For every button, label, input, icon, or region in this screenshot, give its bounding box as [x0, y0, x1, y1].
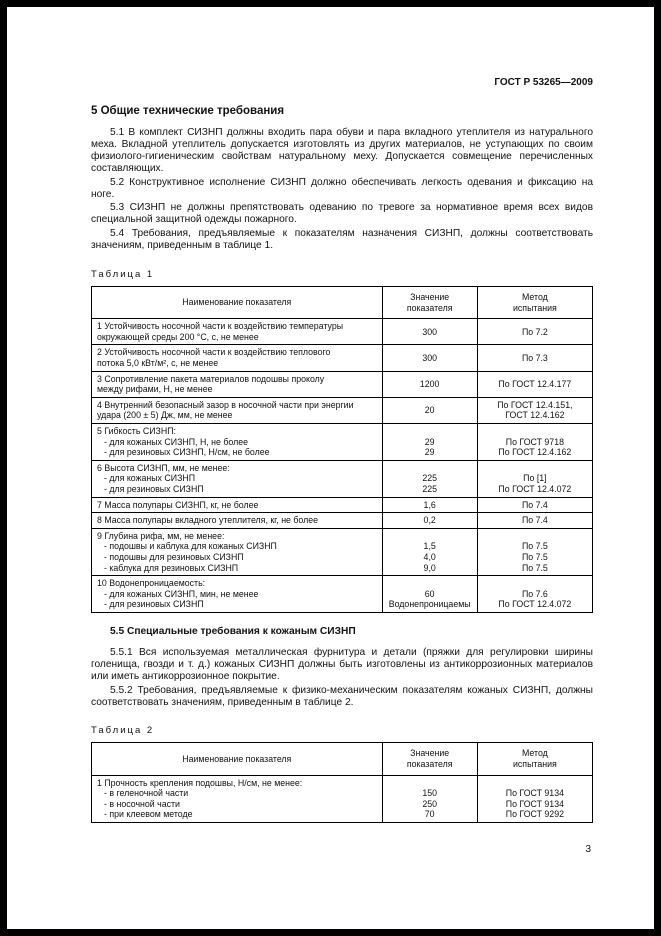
cell-line: 300: [422, 352, 438, 363]
table-row: [92, 497, 593, 513]
column-header: [382, 287, 477, 319]
cell-line: удара (200 ± 5) Дж, мм, не менее: [97, 410, 233, 421]
cell-value: [382, 319, 477, 345]
section-5-5-heading: 5.5 Специальные требования к кожаным СИЗНП: [110, 625, 356, 637]
cell-line: [388, 463, 472, 474]
cell-value: [382, 345, 477, 371]
header-line: показателя: [406, 759, 453, 770]
column-header: [92, 287, 383, 319]
document-code: ГОСТ Р 53265—2009: [494, 77, 593, 88]
cell-line: [483, 578, 587, 589]
cell-line: - для кожаных СИЗНП: [104, 473, 196, 484]
cell-line: 225: [422, 473, 438, 484]
cell-line: 20: [424, 405, 435, 416]
cell-name: [92, 371, 383, 397]
cell-line: окружающей среды 200 °С, с, не менее: [97, 331, 259, 342]
cell-line: По ГОСТ 12.4.072: [498, 483, 572, 494]
cell-line: - для резиновых СИЗНП: [104, 483, 204, 494]
cell-method: [477, 319, 592, 345]
cell-name: [92, 345, 383, 371]
cell-line: 6 Высота СИЗНП, мм, не менее:: [97, 462, 230, 473]
cell-line: - для кожаных СИЗНП, Н, не более: [104, 436, 249, 447]
cell-method: [477, 424, 592, 461]
cell-line: По ГОСТ 12.4.151,: [497, 399, 573, 410]
cell-line: По 7.4: [521, 499, 548, 510]
cell-line: [388, 531, 472, 542]
cell-line: По ГОСТ 9134: [505, 798, 564, 809]
paragraph-5-5-2: 5.5.2 Требования, предъявляемые к физико-механическим показателям кожаных СИЗНП, должны соответствовать значениям, приведенным в таблице 2.: [91, 684, 593, 708]
cell-value: [382, 513, 477, 529]
cell-name: [92, 319, 383, 345]
column-header: [477, 743, 592, 775]
cell-line: 29: [424, 436, 435, 447]
cell-value: [382, 497, 477, 513]
cell-line: - подошвы и каблука для кожаных СИЗНП: [104, 541, 277, 552]
cell-line: 8 Масса полупары вкладного утеплителя, кг, не более: [97, 515, 319, 526]
header-line: Метод: [521, 748, 548, 759]
cell-line: По 7.5: [521, 562, 548, 573]
table-header-row: [92, 287, 593, 319]
cell-line: [483, 531, 587, 542]
cell-line: 4 Внутренний безопасный зазор в носочной части при энергии: [97, 399, 354, 410]
cell-line: [483, 778, 587, 789]
page-content: [7, 7, 654, 823]
cell-value: [382, 775, 477, 822]
cell-method: [477, 397, 592, 423]
cell-line: 1 Прочность крепления подошвы, Н/см, не менее:: [97, 777, 303, 788]
cell-line: 150: [422, 788, 438, 799]
cell-line: - для резиновых СИЗНП, Н/см, не более: [104, 447, 270, 458]
column-header: [382, 743, 477, 775]
requirements-table-1: [91, 286, 593, 613]
cell-value: [382, 460, 477, 497]
cell-method: [477, 775, 592, 822]
cell-line: 1 Устойчивость носочной части к воздействию температуры: [97, 321, 344, 332]
header-line: Наименование показателя: [182, 297, 292, 308]
cell-line: ГОСТ 12.4.162: [505, 410, 565, 421]
paragraph-5-2: 5.2 Конструктивное исполнение СИЗНП должно обеспечивать легкость одевания и фиксацию на ноге.: [91, 176, 593, 200]
table-row: [92, 345, 593, 371]
cell-name: [92, 528, 383, 575]
cell-method: [477, 528, 592, 575]
cell-line: [388, 578, 472, 589]
cell-line: - при клеевом методе: [104, 809, 193, 820]
header-line: испытания: [513, 302, 557, 313]
cell-line: 4,0: [423, 551, 436, 562]
cell-line: По ГОСТ 9134: [505, 788, 564, 799]
cell-line: [483, 463, 587, 474]
column-header: [477, 287, 592, 319]
requirements-table-2: [91, 742, 593, 823]
cell-line: По ГОСТ 9292: [505, 809, 564, 820]
cell-method: [477, 576, 592, 613]
cell-line: По 7.2: [521, 326, 548, 337]
cell-line: 29: [424, 447, 435, 458]
cell-line: 9 Глубина рифа, мм, не менее:: [97, 530, 225, 541]
cell-line: По 7.3: [521, 352, 548, 363]
cell-line: 1200: [419, 378, 440, 389]
cell-line: По ГОСТ 9718: [505, 436, 564, 447]
cell-line: потока 5,0 кВт/м², с, не менее: [97, 358, 219, 369]
cell-method: [477, 513, 592, 529]
cell-value: [382, 576, 477, 613]
cell-line: - для кожаных СИЗНП, мин, не менее: [104, 588, 259, 599]
table-row: [92, 319, 593, 345]
column-header: [92, 743, 383, 775]
cell-line: 1,5: [423, 541, 436, 552]
cell-line: - для резиновых СИЗНП: [104, 599, 204, 610]
cell-name: [92, 397, 383, 423]
cell-method: [477, 497, 592, 513]
cell-line: между рифами, Н, не менее: [97, 384, 213, 395]
cell-line: 250: [422, 798, 438, 809]
cell-line: - в геленочной части: [104, 788, 189, 799]
table-row: [92, 371, 593, 397]
header-line: Метод: [521, 292, 548, 303]
cell-line: По ГОСТ 12.4.072: [498, 599, 572, 610]
cell-method: [477, 371, 592, 397]
cell-line: [388, 778, 472, 789]
table-header-row: [92, 743, 593, 775]
cell-line: По 7.6: [521, 588, 548, 599]
cell-name: [92, 424, 383, 461]
cell-line: 300: [422, 326, 438, 337]
paragraph-5-1: 5.1 В комплект СИЗНП должны входить пара обуви и пара вкладного утеплителя из натурального меха. Вкладной утеплитель допускается изготовлять из других материалов, не уступающих по своим физиолого-гигиеническим свойствам натуральному меху. Допускается совмещение перечисленных составляющих.: [91, 127, 593, 174]
cell-name: [92, 460, 383, 497]
cell-line: 70: [424, 809, 435, 820]
cell-value: [382, 424, 477, 461]
cell-line: По 7.5: [521, 551, 548, 562]
cell-line: 60: [424, 588, 435, 599]
cell-method: [477, 345, 592, 371]
cell-name: [92, 576, 383, 613]
header-line: испытания: [513, 759, 557, 770]
cell-line: По 7.5: [521, 541, 548, 552]
paragraph-5-5-1: 5.5.1 Вся используемая металлическая фурнитура и детали (пряжки для регулировки ширины голенища, гвозди и т. д.) кожаных СИЗНП должны быть изготовлены из антикоррозионных материалов или иметь антикоррозионное покрытие.: [91, 646, 593, 682]
cell-name: [92, 513, 383, 529]
cell-method: [477, 460, 592, 497]
cell-line: [388, 426, 472, 437]
table-row: [92, 775, 593, 822]
header-line: Значение: [410, 292, 450, 303]
table-row: [92, 460, 593, 497]
table-row: [92, 576, 593, 613]
table-row: [92, 513, 593, 529]
cell-line: - каблука для резиновых СИЗНП: [104, 562, 239, 573]
page-number: 3: [585, 844, 591, 855]
header-line: показателя: [406, 302, 453, 313]
table-row: [92, 424, 593, 461]
cell-line: - подошвы для резиновых СИЗНП: [104, 551, 244, 562]
cell-value: [382, 371, 477, 397]
header-line: Значение: [410, 748, 450, 759]
table-2-caption: Таблица 2: [91, 725, 155, 737]
cell-line: По ГОСТ 12.4.177: [498, 378, 572, 389]
cell-line: По 7.4: [521, 515, 548, 526]
cell-line: 225: [422, 483, 438, 494]
cell-line: 2 Устойчивость носочной части к воздействию теплового: [97, 347, 331, 358]
cell-name: [92, 497, 383, 513]
cell-line: По ГОСТ 12.4.162: [498, 447, 572, 458]
cell-line: Водонепроницаемы: [388, 599, 471, 610]
table-row: [92, 528, 593, 575]
paragraph-5-4: 5.4 Требования, предъявляемые к показателям назначения СИЗНП, должны соответствовать значениям, приведенным в таблице 1.: [91, 228, 593, 252]
cell-line: 3 Сопротивление пакета материалов подошвы проколу: [97, 373, 325, 384]
cell-line: - в носочной части: [104, 798, 180, 809]
header-line: Наименование показателя: [182, 753, 292, 764]
cell-line: 10 Водонепроницаемость:: [97, 578, 206, 589]
section-5-heading: 5 Общие технические требования: [91, 105, 285, 117]
cell-name: [92, 775, 383, 822]
cell-line: 7 Масса полупары СИЗНП, кг, не более: [97, 499, 259, 510]
cell-value: [382, 397, 477, 423]
cell-value: [382, 528, 477, 575]
cell-line: 5 Гибкость СИЗНП:: [97, 426, 176, 436]
cell-line: По [1]: [523, 473, 547, 484]
cell-line: [483, 426, 587, 437]
cell-line: 0,2: [423, 515, 436, 526]
cell-line: 9,0: [423, 562, 436, 573]
table-1-caption: Таблица 1: [91, 269, 155, 281]
table-row: [92, 397, 593, 423]
paragraph-5-3: 5.3 СИЗНП не должны препятствовать одеванию по тревоге за нормативное время всех видов специальной защитной одежды пожарного.: [91, 202, 593, 226]
cell-line: 1,6: [423, 499, 436, 510]
